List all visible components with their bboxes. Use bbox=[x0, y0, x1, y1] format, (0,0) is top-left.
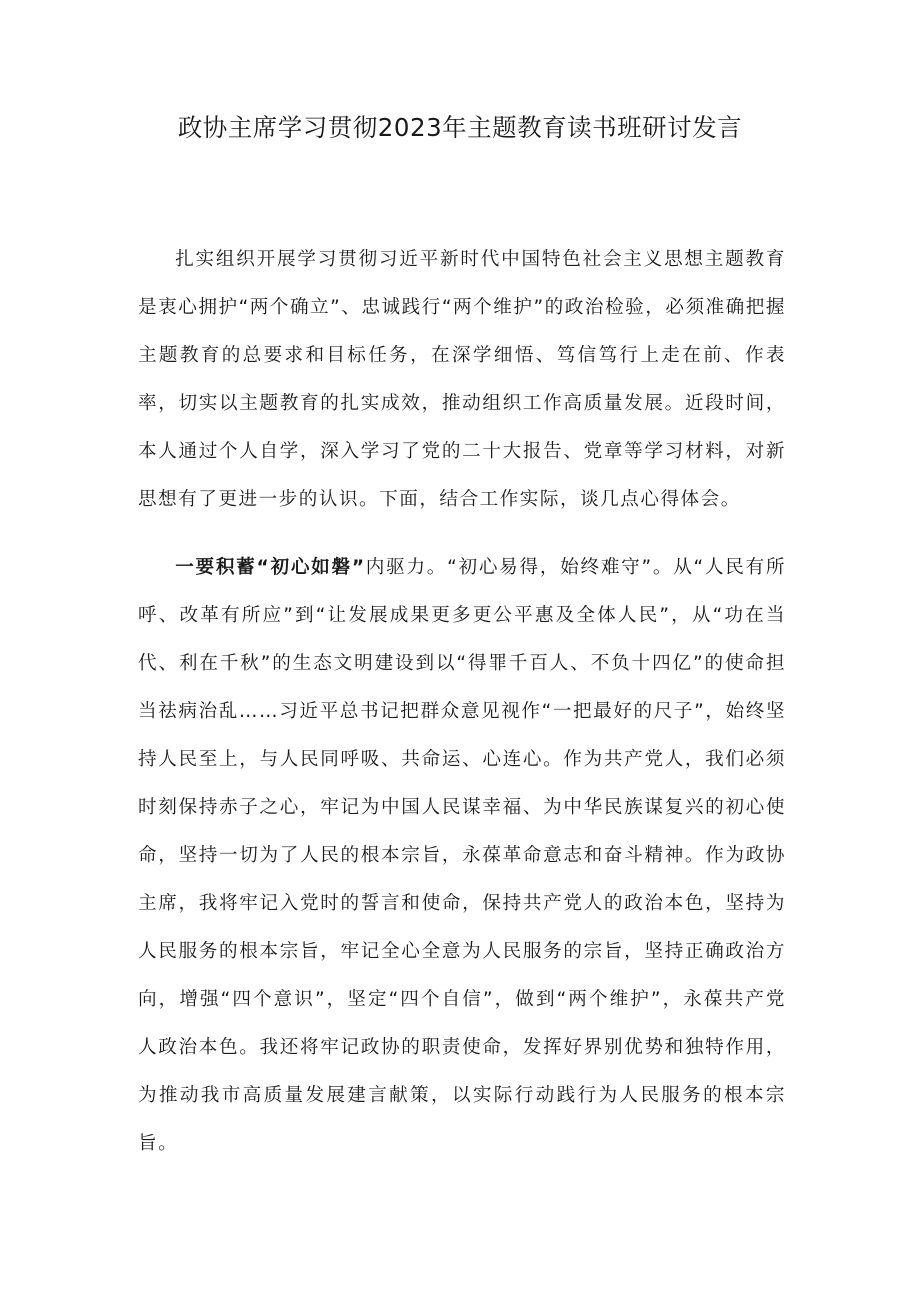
body-paragraph bbox=[138, 544, 786, 1168]
paragraph-lead-heading: 一要积蓄“初心如磐” bbox=[175, 557, 366, 578]
paragraph-text: 扎实组织开展学习贯彻习近平新时代中国特色社会主义思想主题教育是衷心拥护“两个确立”、忠诚践行“两个维护”的政治检验，必须准确把握主题教育的总要求和目标任务，在深学细悟、笃信笃行上走在前、作表率，切实以主题教育的扎实成效，推动组织工作高质量发展。近段时间，本人通过个人自学，深入学习了党的二十大报告、党章等学习材料，对新思想有了更进一步的认识。下面，结合工作实际，谈几点心得体会。 bbox=[138, 249, 786, 510]
body-paragraph bbox=[138, 236, 786, 524]
document-title: 政协主席学习贯彻2023年主题教育读书班研讨发言 bbox=[177, 113, 743, 142]
paragraph-text: 内驱力。“初心易得，始终难守”。从“人民有所呼、改革有所应”到“让发展成果更多更公平惠及全体人民”，从“功在当代、利在千秋”的生态文明建设到以“得罪千百人、不负十四亿”的使命担当祛病治乱……习近平总书记把群众意见视作“一把最好的尺子”，始终坚持人民至上，与人民同呼吸、共命运、心连心。作为共产党人，我们必须时刻保持赤子之心，牢记为中国人民谋幸福、为中华民族谋复兴的初心使命，坚持一切为了人民的根本宗旨，永葆革命意志和奋斗精神。作为政协主席，我将牢记入党时的誓言和使命，保持共产党人的政治本色，坚持为人民服务的根本宗旨，牢记全心全意为人民服务的宗旨，坚持正确政治方向，增强“四个意识”，坚定“四个自信”，做到“两个维护”，永葆共产党人政治本色。我还将牢记政协的职责使命，发挥好界别优势和独特作用，为推动我市高质量发展建言献策，以实际行动践行为人民服务的根本宗旨。 bbox=[138, 557, 786, 1154]
